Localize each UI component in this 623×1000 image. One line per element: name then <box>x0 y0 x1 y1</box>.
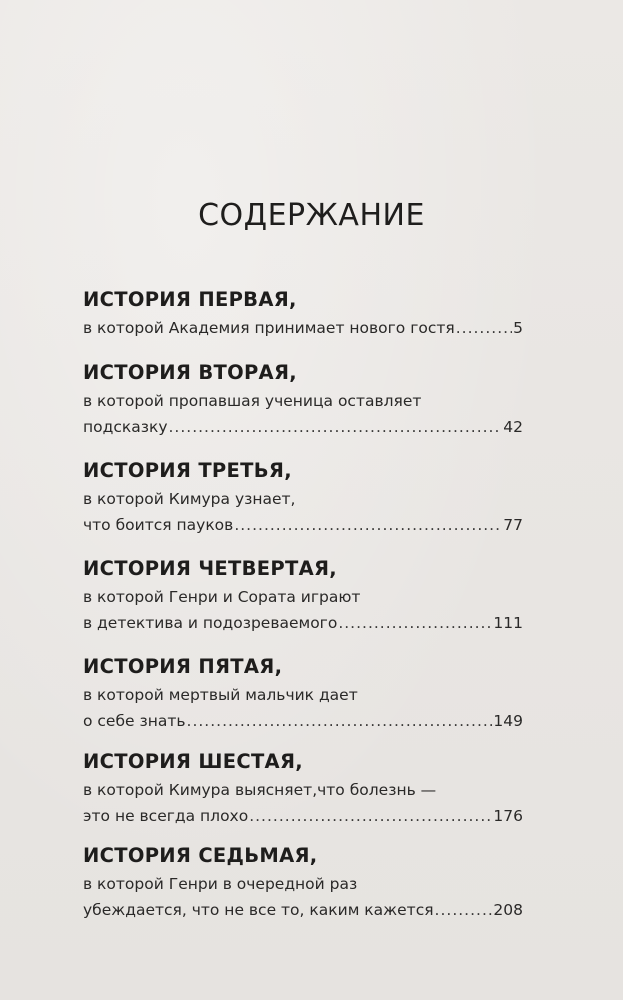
entry-heading: ИСТОРИЯ ВТОРАЯ, <box>83 361 297 384</box>
dot-leader <box>435 897 493 923</box>
entry-heading: ИСТОРИЯ ПЕРВАЯ, <box>83 288 297 311</box>
entry-text: подсказку <box>83 418 168 436</box>
entry-heading: ИСТОРИЯ ТРЕТЬЯ, <box>83 459 292 482</box>
entry-last-line <box>83 803 523 829</box>
entry-last-line <box>83 610 523 636</box>
dot-leader <box>169 414 503 440</box>
toc-entry-3 <box>83 458 523 538</box>
entry-last-line <box>83 414 523 440</box>
page-number: 208 <box>493 901 523 919</box>
page-number: 149 <box>493 712 523 730</box>
entry-heading: ИСТОРИЯ ШЕСТАЯ, <box>83 750 303 773</box>
page-number: 42 <box>503 418 523 436</box>
toc-entry-5 <box>83 654 523 734</box>
dot-leader <box>234 512 502 538</box>
dot-leader <box>456 315 512 341</box>
entry-last-line <box>83 512 523 538</box>
entry-text: в которой Генри в очередной раз <box>83 875 358 893</box>
entry-text: это не всегда плохо <box>83 807 249 825</box>
toc-entry-2 <box>83 360 523 440</box>
entry-text: о себе знать <box>83 712 186 730</box>
entry-text: в детектива и подозреваемого <box>83 614 338 632</box>
entry-heading: ИСТОРИЯ ПЯТАЯ, <box>83 655 283 678</box>
toc-entry-1 <box>83 287 523 341</box>
entry-last-line <box>83 708 523 734</box>
entry-heading: ИСТОРИЯ ЧЕТВЕРТАЯ, <box>83 557 337 580</box>
entry-heading: ИСТОРИЯ СЕДЬМАЯ, <box>83 844 318 867</box>
entry-last-line <box>83 897 523 923</box>
entry-text: что боится пауков <box>83 516 234 534</box>
entry-last-line <box>83 315 523 341</box>
page-title: СОДЕРЖАНИЕ <box>198 198 425 233</box>
toc-entry-4 <box>83 556 523 636</box>
dot-leader <box>249 803 492 829</box>
page-number: 77 <box>503 516 523 534</box>
entry-text: в которой Академия принимает нового гостя <box>83 319 455 337</box>
entry-text: в которой Генри и Сората играют <box>83 588 361 606</box>
page-number: 111 <box>493 614 523 632</box>
entry-text: в которой мертвый мальчик дает <box>83 686 358 704</box>
toc-entry-7 <box>83 843 523 923</box>
page-number: 5 <box>513 319 523 337</box>
toc-entry-6 <box>83 749 523 829</box>
dot-leader <box>187 708 493 734</box>
entry-text: в которой Кимура выясняет,что болезнь — <box>83 781 437 799</box>
page-number: 176 <box>493 807 523 825</box>
entry-text: убеждается, что не все то, каким кажется <box>83 901 434 919</box>
entry-text: в которой пропавшая ученица оставляет <box>83 392 422 410</box>
entry-text: в которой Кимура узнает, <box>83 490 296 508</box>
dot-leader <box>338 610 492 636</box>
